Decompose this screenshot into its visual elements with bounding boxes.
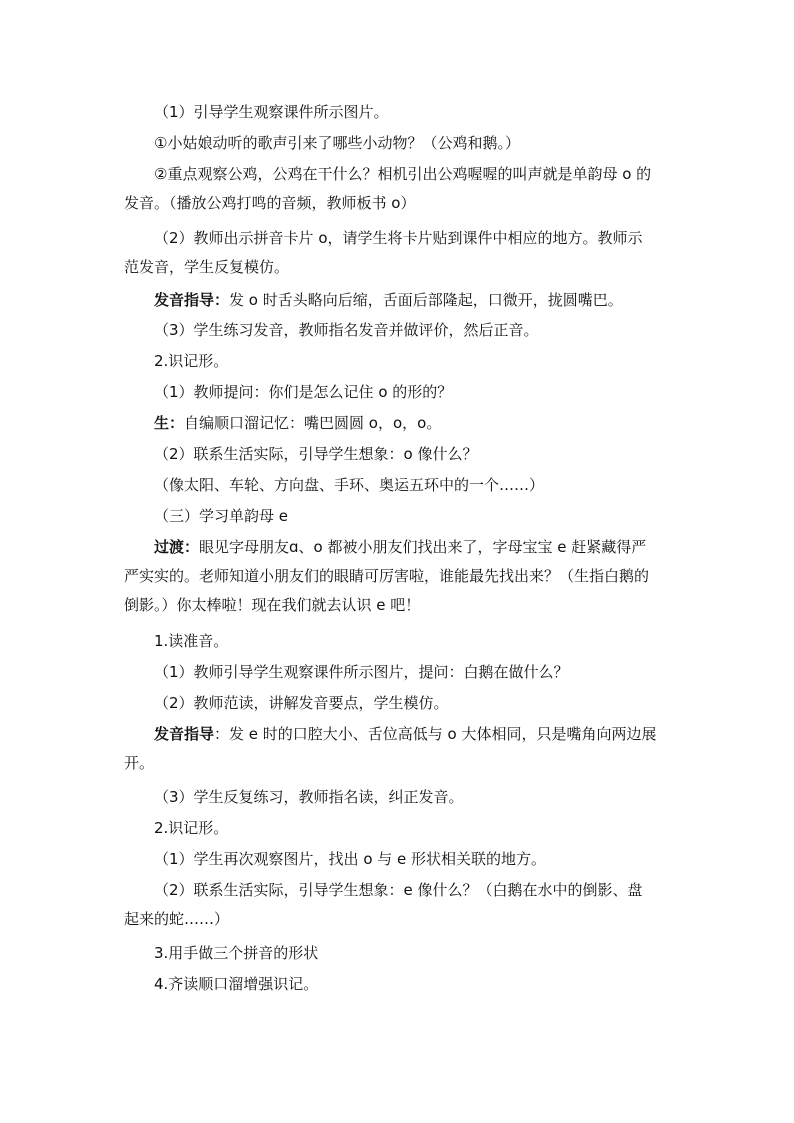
paragraph-text: 2.识记形。 (154, 819, 229, 837)
paragraph-text: ①小姑娘动听的歌声引来了哪些小动物？（公鸡和鹅。） (154, 134, 520, 152)
paragraph-show-card-o (124, 224, 676, 282)
paragraph-heading-e (124, 502, 676, 531)
paragraph-read-sound (124, 627, 676, 656)
paragraph-text: （3）学生反复练习，教师指名读，纠正发音。 (154, 788, 464, 806)
paragraph-text: （2）教师范读，讲解发音要点，学生模仿。 (154, 694, 449, 712)
paragraph-imagine-e (124, 876, 676, 934)
paragraph-imagine-o (124, 440, 676, 469)
paragraph-label: 发音指导： (154, 291, 230, 309)
paragraph-line: 开。 (124, 754, 155, 772)
paragraph-line: ②重点观察公鸡，公鸡在干什么？相机引出公鸡喔喔的叫声就是单韵母 o 的 (154, 165, 652, 183)
paragraph-text: （像太阳、车轮、方向盘、手环、奥运五环中的一个……） (154, 476, 545, 494)
paragraph-text: 自编顺口溜记忆：嘴巴圆圆 o，o，o。 (184, 414, 442, 432)
paragraph-compare-shapes (124, 845, 676, 874)
paragraph-text: 4.齐读顺口溜增强识记。 (154, 975, 319, 993)
paragraph-text: （2）联系生活实际，引导学生想象：o 像什么？ (154, 445, 478, 463)
paragraph-read-rhyme (124, 970, 676, 999)
paragraph-label: 生： (154, 414, 185, 432)
paragraph-student-rhyme (124, 409, 676, 438)
paragraph-practice-o (124, 316, 676, 345)
paragraph-pronunciation-o (124, 286, 676, 315)
paragraph-line: （2）教师出示拼音卡片 o，请学生将卡片贴到课件中相应的地方。教师示 (154, 229, 643, 247)
paragraph-o-examples (124, 471, 676, 500)
paragraph-question-animals (124, 129, 676, 158)
paragraph-text: 3.用手做三个拼音的形状 (154, 944, 319, 962)
paragraph-pronunciation-e (124, 720, 676, 778)
paragraph-heading-shape (124, 347, 676, 376)
paragraph-line: 倒影。）你太棒啦！现在我们就去认识 e 吧！ (124, 596, 421, 614)
paragraph-line: 范发音，学生反复模仿。 (124, 258, 290, 276)
paragraph-label: 过渡： (154, 538, 200, 556)
paragraph-label: 发音指导 (154, 725, 215, 743)
paragraph-hand-shapes (124, 939, 676, 968)
paragraph-text: （三）学习单韵母 e (154, 507, 288, 525)
paragraph-text: （1）教师提问：你们是怎么记住 o 的形的？ (154, 383, 453, 401)
paragraph-observe-pictures (124, 98, 676, 127)
paragraph-line: ：发 e 时的口腔大小、舌位高低与 o 大体相同，只是嘴角向两边展 (214, 725, 657, 743)
paragraph-heading-shape-e (124, 814, 676, 843)
paragraph-transition (124, 533, 676, 620)
paragraph-text: （1）学生再次观察图片，找出 o 与 e 形状相关联的地方。 (154, 850, 547, 868)
paragraph-text: 1.读准音。 (154, 632, 229, 650)
paragraph-teacher-question (124, 378, 676, 407)
paragraph-text: （3）学生练习发音，教师指名发音并做评价，然后正音。 (154, 321, 539, 339)
paragraph-line: 眼见字母朋友ɑ、o 都被小朋友们找出来了，字母宝宝 e 赶紧藏得严 (199, 538, 647, 556)
paragraph-line: （2）联系生活实际，引导学生想象：e 像什么？（白鹅在水中的倒影、盘 (154, 881, 643, 899)
paragraph-text: 2.识记形。 (154, 352, 229, 370)
paragraph-observe-goose (124, 658, 676, 687)
paragraph-text: （1）引导学生观察课件所示图片。 (154, 103, 389, 121)
paragraph-line: 严实实的。老师知道小朋友们的眼睛可厉害啦，谁能最先找出来？（生指白鹅的 (124, 567, 650, 585)
paragraph-line: 发音。（播放公鸡打鸣的音频，教师板书 o） (124, 194, 416, 212)
paragraph-observe-rooster (124, 160, 676, 218)
paragraph-teacher-model (124, 689, 676, 718)
paragraph-practice-e (124, 783, 676, 812)
paragraph-line: 起来的蛇……） (124, 910, 230, 928)
paragraph-text: 发 o 时舌头略向后缩，舌面后部隆起，口微开，拢圆嘴巴。 (229, 291, 623, 309)
paragraph-text: （1）教师引导学生观察课件所示图片，提问：白鹅在做什么？ (154, 663, 569, 681)
